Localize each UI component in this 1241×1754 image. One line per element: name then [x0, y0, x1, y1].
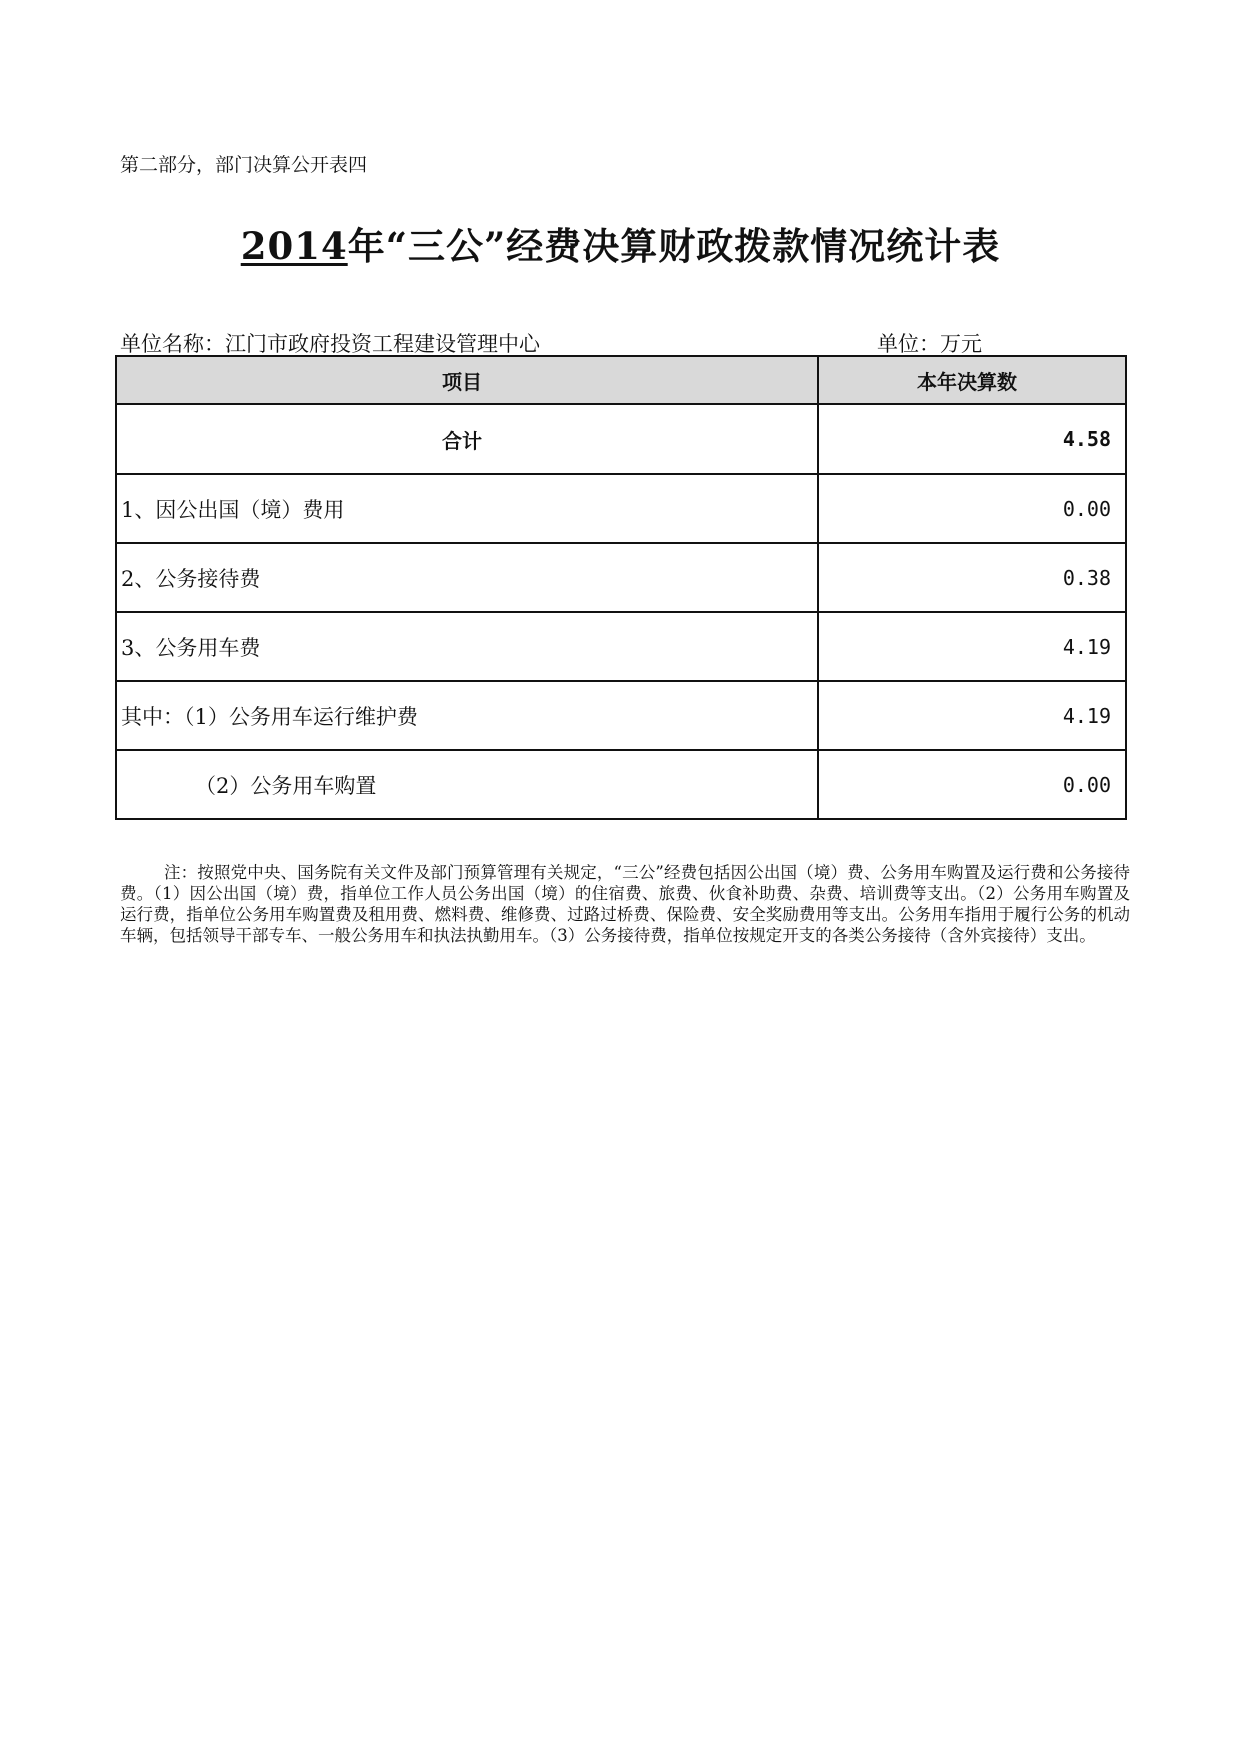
row-value: 4.19 [818, 612, 1126, 681]
table-row [116, 681, 1126, 750]
table-header-row [116, 356, 1126, 404]
unit-name: 单位名称：江门市政府投资工程建设管理中心 [120, 332, 540, 356]
row-label: （2）公务用车购置 [116, 750, 818, 819]
row-value: 4.19 [818, 681, 1126, 750]
title-year: 2014 [240, 224, 348, 268]
table-row [116, 750, 1126, 819]
section-label: 第二部分，部门决算公开表四 [120, 154, 368, 176]
total-label: 合计 [116, 404, 818, 474]
report-table [115, 355, 1127, 820]
title-text: 年“三公”经费决算财政拨款情况统计表 [347, 224, 1001, 268]
header-amount: 本年决算数 [818, 356, 1126, 404]
row-label: 2、公务接待费 [116, 543, 818, 612]
row-label: 其中：（1）公务用车运行维护费 [116, 681, 818, 750]
row-value: 0.00 [818, 750, 1126, 819]
header-item: 项目 [116, 356, 818, 404]
table-row-total [116, 404, 1126, 474]
table-row [116, 612, 1126, 681]
row-value: 0.38 [818, 543, 1126, 612]
page-title [0, 216, 1241, 270]
table-row [116, 474, 1126, 543]
total-value: 4.58 [818, 404, 1126, 474]
table-row [116, 543, 1126, 612]
row-label: 3、公务用车费 [116, 612, 818, 681]
footnote: 注：按照党中央、国务院有关文件及部门预算管理有关规定，“三公”经费包括因公出国（境）费、公务用车购置及运行费和公务接待费。（1）因公出国（境）费，指单位工作人员公务出国（境）的住宿费、旅费、伙食补助费、杂费、培训费等支出。（2）公务用车购置及运行费，指单位公务用车购置费及租用费、燃料费、维修费、过路过桥费、保险费、安全奖励费用等支出。公务用车指用于履行公务的机动车辆，包括领导干部专车、一般公务用车和执法执勤用车。（3）公务接待费，指单位按规定开支的各类公务接待（含外宾接待）支出。 [120, 863, 1130, 945]
row-value: 0.00 [818, 474, 1126, 543]
currency-unit: 单位：万元 [877, 332, 982, 356]
row-label: 1、因公出国（境）费用 [116, 474, 818, 543]
